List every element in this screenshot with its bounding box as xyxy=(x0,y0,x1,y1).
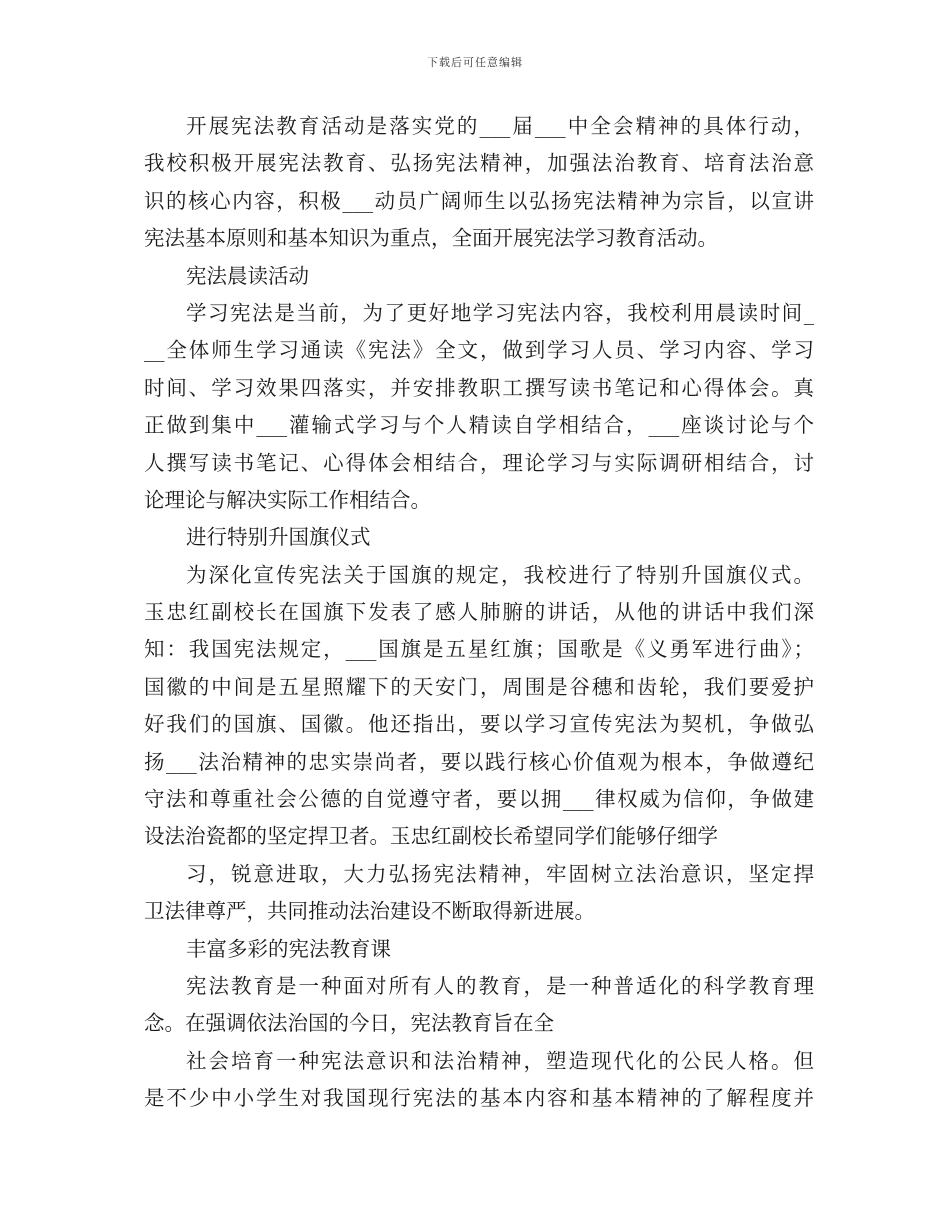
text-line: 时间、学习效果四落实，并安排教职工撰写读书笔记和心得体会。真 xyxy=(144,375,814,400)
text-line: 宪法教育是一种面对所有人的教育，是一种普适化的科学教育理 xyxy=(186,973,814,998)
text-line: 习，锐意进取，大力弘扬宪法精神，牢固树立法治意识，坚定捍 xyxy=(186,861,814,886)
text-line: 丰富多彩的宪法教育课 xyxy=(186,936,391,961)
text-line: 我校积极开展宪法教育、弘扬宪法精神，加强法治教育、培育法治意 xyxy=(144,151,814,176)
text-line: 念。在强调依法治国的今日，宪法教育旨在全 xyxy=(144,1011,554,1036)
text-line: __全体师生学习通读《宪法》全文，做到学习人员、学习内容、学习 xyxy=(144,338,814,363)
document-body xyxy=(144,108,814,1118)
text-line: 人撰写读书笔记、心得体会相结合，理论学习与实际调研相结合，讨 xyxy=(144,450,814,475)
text-line: 识的核心内容，积极___动员广阔师生以弘扬宪法精神为宗旨，以宣讲 xyxy=(144,188,814,213)
text-line: 守法和尊重社会公德的自觉遵守者，要以拥___律权威为信仰，争做建 xyxy=(144,787,814,812)
text-line: 知：我国宪法规定，___国旗是五星红旗；国歌是《义勇军进行曲》； xyxy=(144,637,814,662)
text-line: 玉忠红副校长在国旗下发表了感人肺腑的讲话，从他的讲话中我们深 xyxy=(144,600,814,625)
text-line: 扬___法治精神的忠实崇尚者，要以践行核心价值观为根本，争做遵纪 xyxy=(144,749,814,774)
text-line: 社会培育一种宪法意识和法治精神，塑造现代化的公民人格。但 xyxy=(186,1048,814,1073)
page-header: 下载后可任意编辑 xyxy=(427,56,523,69)
text-line: 开展宪法教育活动是落实党的___届___中全会精神的具体行动， xyxy=(186,114,814,138)
text-line: 好我们的国旗、国徽。他还指出，要以学习宣传宪法为契机，争做弘 xyxy=(144,712,814,737)
text-line: 是不少中小学生对我国现行宪法的基本内容和基本精神的了解程度并 xyxy=(144,1086,814,1111)
text-line: 正做到集中___灌输式学习与个人精读自学相结合，___座谈讨论与个 xyxy=(144,413,814,438)
text-line: 国徽的中间是五星照耀下的天安门，周围是谷穗和齿轮，我们要爱护 xyxy=(144,674,814,699)
text-line: 宪法基本原则和基本知识为重点，全面开展宪法学习教育活动。 xyxy=(144,226,718,251)
text-line: 进行特别升国旗仪式 xyxy=(186,525,371,550)
text-line: 学习宪法是当前，为了更好地学习宪法内容，我校利用晨读时间_ xyxy=(186,300,814,325)
text-line: 论理论与解决实际工作相结合。 xyxy=(144,487,431,512)
text-line: 宪法晨读活动 xyxy=(186,263,309,288)
text-line: 为深化宣传宪法关于国旗的规定，我校进行了特别升国旗仪式。 xyxy=(186,562,814,587)
text-line: 卫法律尊严，共同推动法治建设不断取得新进展。 xyxy=(144,899,595,924)
text-line: 设法治瓷都的坚定捍卫者。玉忠红副校长希望同学们能够仔细学 xyxy=(144,824,718,849)
